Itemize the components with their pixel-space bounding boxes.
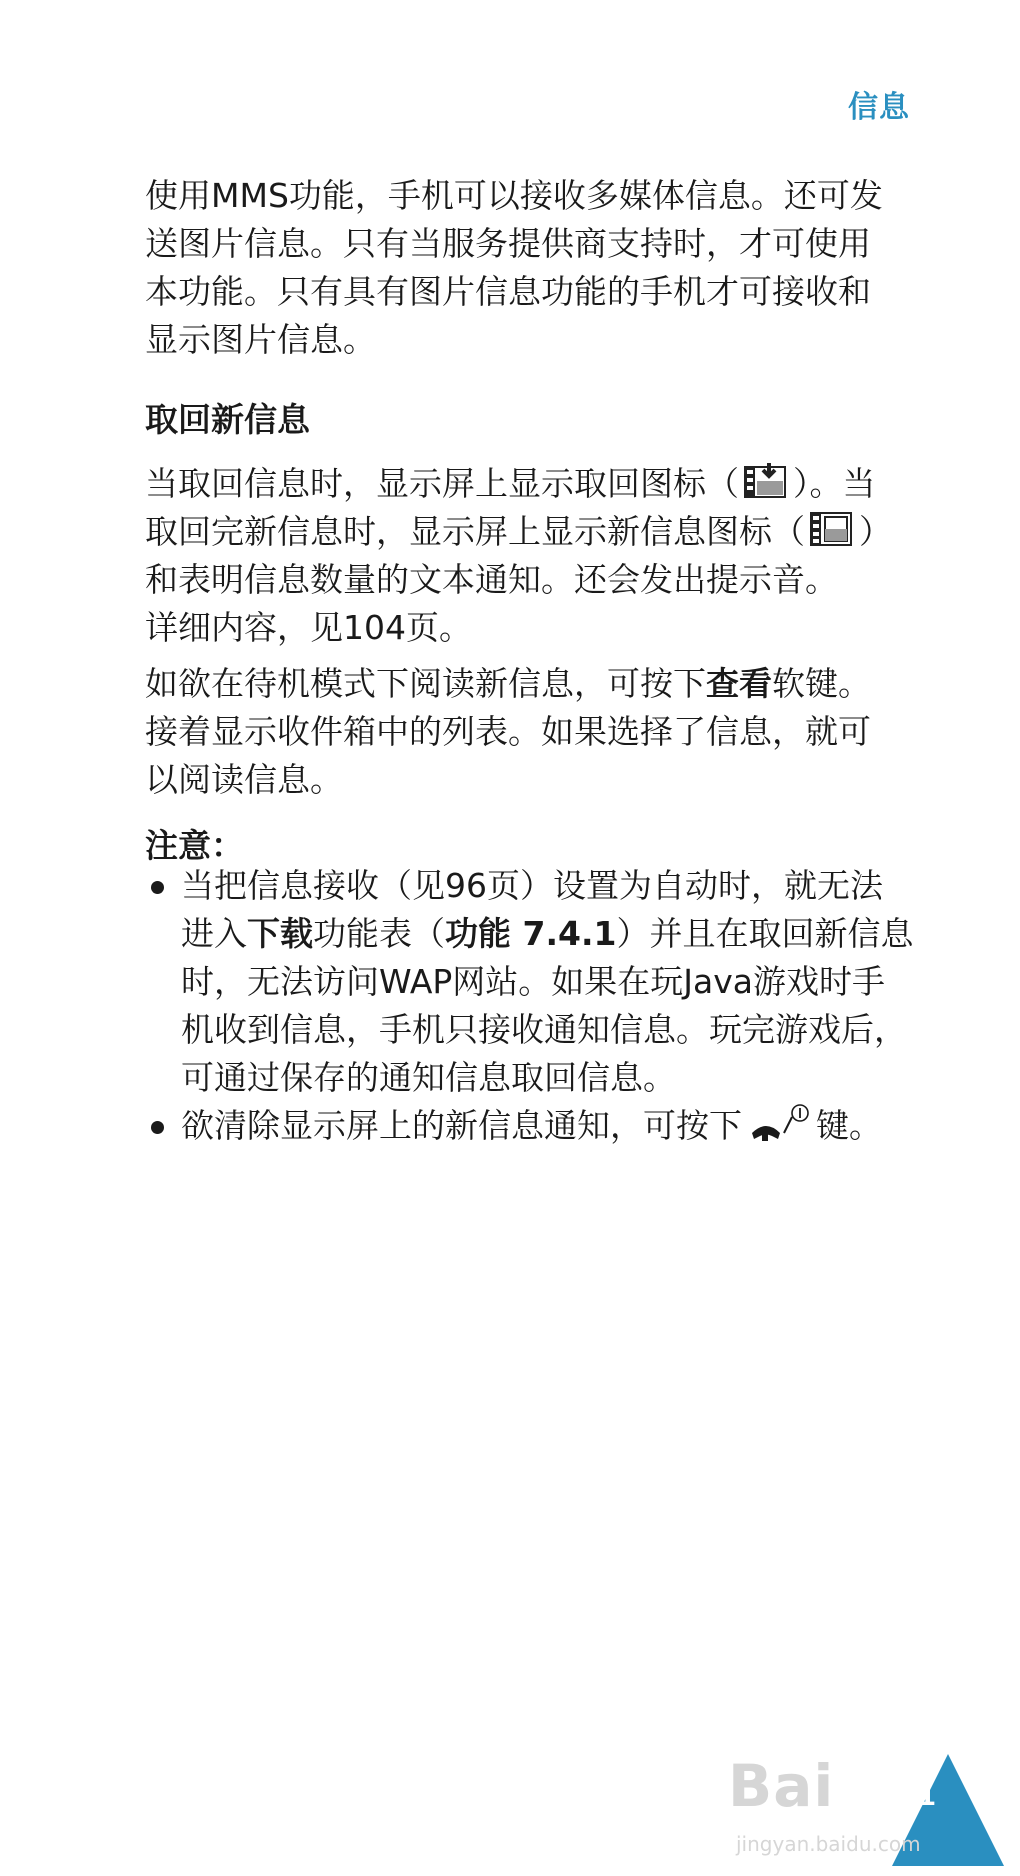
menu-number-label: 功能 7.4.1: [445, 914, 617, 953]
watermark-url: jingyan.baidu.com: [736, 1832, 921, 1856]
list-item: [145, 862, 935, 1102]
note-heading: 注意：: [145, 826, 244, 865]
retrieve-paragraph: [145, 460, 915, 652]
bullet-line: 当把信息接收（见96页）设置为自动时，就无法: [181, 866, 883, 905]
text-fragment: 取回完新信息时，显示屏上显示新信息图标（: [145, 512, 805, 551]
text-fragment: 键。: [816, 1106, 882, 1145]
intro-line: 显示图片信息。: [145, 320, 376, 359]
intro-line: 使用MMS功能，手机可以接收多媒体信息。还可发: [145, 176, 883, 215]
text-fragment: 如欲在待机模式下阅读新信息，可按下: [145, 664, 706, 703]
intro-line: 送图片信息。只有当服务提供商支持时，才可使用: [145, 224, 871, 263]
paragraph-line: 详细内容，见104页。: [145, 608, 472, 647]
standby-paragraph: [145, 660, 915, 804]
view-softkey-label: 查看: [706, 664, 772, 703]
text-fragment: ）: [859, 512, 892, 551]
section-heading: 取回新信息: [145, 400, 310, 439]
download-menu-label: 下载: [247, 914, 313, 953]
paragraph-line: 和表明信息数量的文本通知。还会发出提示音。: [145, 560, 838, 599]
intro-line: 本功能。只有具有图片信息功能的手机才可接收和: [145, 272, 871, 311]
end-key-icon: [748, 1103, 810, 1143]
paragraph-line: 以阅读信息。: [145, 760, 343, 799]
bullet-line: 时，无法访问WAP网站。如果在玩Java游戏时手: [181, 962, 886, 1001]
text-fragment: 欲清除显示屏上的新信息通知，可按下: [181, 1106, 742, 1145]
section-header-title: 信息: [848, 90, 910, 125]
text-fragment: ）并且在取回新信息: [616, 914, 914, 953]
text-fragment: 进入: [181, 914, 247, 953]
bullet-line: 机收到信息，手机只接收通知信息。玩完游戏后，: [181, 1010, 907, 1049]
new-message-icon: [809, 509, 855, 549]
text-fragment: ）。当: [793, 464, 876, 503]
bullet-dot: [151, 1121, 164, 1134]
list-item: [145, 1102, 935, 1150]
text-fragment: 当取回信息时，显示屏上显示取回图标（: [145, 464, 739, 503]
intro-paragraph: [145, 172, 915, 364]
page-number: 81: [899, 1782, 937, 1812]
paragraph-line: 接着显示收件箱中的列表。如果选择了信息，就可: [145, 712, 871, 751]
bullet-line: 可通过保存的通知信息取回信息。: [181, 1058, 676, 1097]
note-list: [145, 862, 935, 1150]
text-fragment: 功能表（: [313, 914, 445, 953]
retrieve-message-icon: [743, 461, 789, 501]
bullet-dot: [151, 881, 164, 894]
watermark-text: Bai: [728, 1752, 835, 1820]
text-fragment: 软键。: [772, 664, 871, 703]
